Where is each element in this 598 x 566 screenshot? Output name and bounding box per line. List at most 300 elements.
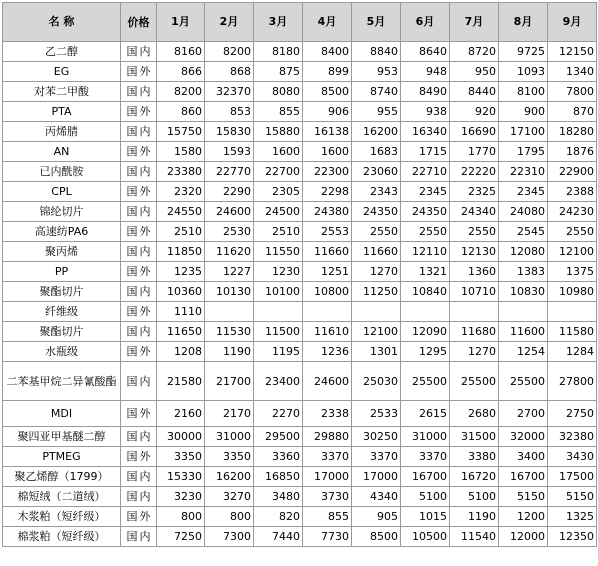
- header-month-5: 5月: [352, 3, 401, 42]
- region-char: 外: [139, 305, 151, 318]
- price-cell-month-9: 2388: [548, 182, 597, 202]
- price-cell-month-5: 11250: [352, 282, 401, 302]
- region-char: 外: [139, 185, 151, 198]
- price-cell-month-1: 24550: [157, 202, 205, 222]
- price-cell-month-4: [303, 302, 352, 322]
- region-cell: [121, 82, 157, 102]
- region-char: 内: [139, 490, 151, 503]
- price-cell-month-4: 1251: [303, 262, 352, 282]
- table-row: [3, 242, 597, 262]
- price-cell-month-5: 12100: [352, 322, 401, 342]
- table-row: [3, 102, 597, 122]
- price-cell-month-9: 7800: [548, 82, 597, 102]
- price-cell-month-2: 868: [205, 62, 254, 82]
- price-cell-month-8: 900: [499, 102, 548, 122]
- price-cell-month-8: 22310: [499, 162, 548, 182]
- product-name: 二苯基甲烷二异氰酸酯: [3, 362, 121, 401]
- table-row: [3, 322, 597, 342]
- price-cell-month-4: 906: [303, 102, 352, 122]
- price-cell-month-9: 12150: [548, 42, 597, 62]
- region-cell: [121, 401, 157, 427]
- price-cell-month-6: 10500: [401, 527, 450, 547]
- price-cell-month-1: 15330: [157, 467, 205, 487]
- region-char: 国: [126, 407, 138, 420]
- price-cell-month-5: 24350: [352, 202, 401, 222]
- price-cell-month-6: 1295: [401, 342, 450, 362]
- price-cell-month-1: 8160: [157, 42, 205, 62]
- region-char: 内: [139, 165, 151, 178]
- header-month-6: 6月: [401, 3, 450, 42]
- product-name: AN: [3, 142, 121, 162]
- region-cell: [121, 222, 157, 242]
- table-row: [3, 122, 597, 142]
- price-cell-month-5: 11660: [352, 242, 401, 262]
- price-cell-month-3: 855: [254, 102, 303, 122]
- product-name: 聚酯切片: [3, 322, 121, 342]
- region-cell: [121, 42, 157, 62]
- price-cell-month-4: 24600: [303, 362, 352, 401]
- price-cell-month-6: 12090: [401, 322, 450, 342]
- price-cell-month-8: 1254: [499, 342, 548, 362]
- price-cell-month-4: 1600: [303, 142, 352, 162]
- price-cell-month-9: 1325: [548, 507, 597, 527]
- price-cell-month-8: 3400: [499, 447, 548, 467]
- region-char: 国: [126, 490, 138, 503]
- price-cell-month-2: 7300: [205, 527, 254, 547]
- price-cell-month-3: 7440: [254, 527, 303, 547]
- price-cell-month-8: 1200: [499, 507, 548, 527]
- price-cell-month-7: 1270: [450, 342, 499, 362]
- price-cell-month-6: 2615: [401, 401, 450, 427]
- price-cell-month-1: 2510: [157, 222, 205, 242]
- price-cell-month-8: 5150: [499, 487, 548, 507]
- region-char: 国: [126, 145, 138, 158]
- price-cell-month-8: 25500: [499, 362, 548, 401]
- region-char: 内: [139, 430, 151, 443]
- price-cell-month-9: 27800: [548, 362, 597, 401]
- table-row: [3, 82, 597, 102]
- price-cell-month-1: 10360: [157, 282, 205, 302]
- price-cell-month-4: 8500: [303, 82, 352, 102]
- header-month-1: 1月: [157, 3, 205, 42]
- region-char: 内: [139, 470, 151, 483]
- price-cell-month-8: 2545: [499, 222, 548, 242]
- price-cell-month-1: 1110: [157, 302, 205, 322]
- price-cell-month-4: 899: [303, 62, 352, 82]
- price-cell-month-8: 32000: [499, 427, 548, 447]
- price-cell-month-6: [401, 302, 450, 322]
- region-cell: [121, 427, 157, 447]
- price-cell-month-5: 955: [352, 102, 401, 122]
- product-name: PTA: [3, 102, 121, 122]
- price-cell-month-2: 3270: [205, 487, 254, 507]
- price-cell-month-7: 11680: [450, 322, 499, 342]
- price-cell-month-4: 1236: [303, 342, 352, 362]
- price-cell-month-8: 12000: [499, 527, 548, 547]
- price-cell-month-3: 1230: [254, 262, 303, 282]
- price-cell-month-5: 23060: [352, 162, 401, 182]
- price-cell-month-1: 15750: [157, 122, 205, 142]
- price-cell-month-4: 2298: [303, 182, 352, 202]
- table-row: [3, 42, 597, 62]
- price-cell-month-2: [205, 302, 254, 322]
- table-row: [3, 362, 597, 401]
- price-cell-month-6: 2550: [401, 222, 450, 242]
- price-cell-month-3: 875: [254, 62, 303, 82]
- price-cell-month-3: 1600: [254, 142, 303, 162]
- price-cell-month-4: 17000: [303, 467, 352, 487]
- price-cell-month-2: 1227: [205, 262, 254, 282]
- region-char: 国: [126, 374, 138, 388]
- product-name: 木浆粕（短纤级）: [3, 507, 121, 527]
- price-cell-month-6: 1715: [401, 142, 450, 162]
- price-cell-month-6: 16700: [401, 467, 450, 487]
- price-cell-month-6: 8640: [401, 42, 450, 62]
- price-cell-month-6: 10840: [401, 282, 450, 302]
- price-cell-month-6: 24350: [401, 202, 450, 222]
- region-char: 内: [139, 205, 151, 218]
- price-cell-month-1: 11850: [157, 242, 205, 262]
- region-char: 国: [126, 185, 138, 198]
- price-cell-month-7: 2325: [450, 182, 499, 202]
- product-name: 聚丙烯: [3, 242, 121, 262]
- product-name: 聚四亚甲基醚二醇: [3, 427, 121, 447]
- region-char: 外: [139, 407, 151, 420]
- price-cell-month-2: 22770: [205, 162, 254, 182]
- region-cell: [121, 487, 157, 507]
- price-cell-month-5: 953: [352, 62, 401, 82]
- price-cell-month-3: 2270: [254, 401, 303, 427]
- region-char: 国: [126, 225, 138, 238]
- header-row: [3, 3, 597, 42]
- region-char: 内: [139, 530, 151, 543]
- region-char: 国: [126, 245, 138, 258]
- product-name: EG: [3, 62, 121, 82]
- region-cell: [121, 302, 157, 322]
- price-cell-month-9: 32380: [548, 427, 597, 447]
- region-cell: [121, 182, 157, 202]
- price-cell-month-4: 10800: [303, 282, 352, 302]
- price-cell-month-9: 22900: [548, 162, 597, 182]
- price-cell-month-4: 7730: [303, 527, 352, 547]
- product-name: 棉浆粕（短纤级）: [3, 527, 121, 547]
- price-cell-month-7: 8720: [450, 42, 499, 62]
- price-cell-month-8: 2345: [499, 182, 548, 202]
- region-char: 外: [139, 450, 151, 463]
- price-cell-month-1: 3350: [157, 447, 205, 467]
- price-cell-month-3: [254, 302, 303, 322]
- price-cell-month-7: 5100: [450, 487, 499, 507]
- product-name: 已内酰胺: [3, 162, 121, 182]
- price-cell-month-5: 8840: [352, 42, 401, 62]
- price-table-container: [2, 2, 597, 547]
- price-cell-month-6: 12110: [401, 242, 450, 262]
- region-char: 外: [139, 105, 151, 118]
- region-char: 内: [139, 125, 151, 138]
- product-name: PTMEG: [3, 447, 121, 467]
- region-char: 国: [126, 85, 138, 98]
- price-cell-month-2: 24600: [205, 202, 254, 222]
- price-cell-month-7: 1190: [450, 507, 499, 527]
- price-cell-month-5: 2343: [352, 182, 401, 202]
- price-cell-month-4: 22300: [303, 162, 352, 182]
- region-char: 国: [126, 345, 138, 358]
- region-char: 外: [139, 510, 151, 523]
- price-cell-month-3: 820: [254, 507, 303, 527]
- price-cell-month-5: 8500: [352, 527, 401, 547]
- region-cell: [121, 282, 157, 302]
- price-cell-month-7: 16720: [450, 467, 499, 487]
- price-cell-month-1: 30000: [157, 427, 205, 447]
- region-cell: [121, 62, 157, 82]
- price-cell-month-1: 1235: [157, 262, 205, 282]
- price-cell-month-6: 948: [401, 62, 450, 82]
- price-cell-month-9: 11580: [548, 322, 597, 342]
- price-cell-month-6: 16340: [401, 122, 450, 142]
- price-cell-month-2: 10130: [205, 282, 254, 302]
- price-cell-month-7: [450, 302, 499, 322]
- price-cell-month-9: 5150: [548, 487, 597, 507]
- price-cell-month-5: 2533: [352, 401, 401, 427]
- price-cell-month-8: 1795: [499, 142, 548, 162]
- price-cell-month-2: 15830: [205, 122, 254, 142]
- price-cell-month-4: 855: [303, 507, 352, 527]
- price-cell-month-4: 29880: [303, 427, 352, 447]
- price-table: [2, 2, 597, 547]
- price-cell-month-5: 3370: [352, 447, 401, 467]
- price-cell-month-2: 1190: [205, 342, 254, 362]
- product-name: CPL: [3, 182, 121, 202]
- price-cell-month-9: 1284: [548, 342, 597, 362]
- region-cell: [121, 142, 157, 162]
- price-cell-month-9: 1876: [548, 142, 597, 162]
- price-cell-month-2: 31000: [205, 427, 254, 447]
- price-cell-month-8: 9725: [499, 42, 548, 62]
- price-cell-month-1: 3230: [157, 487, 205, 507]
- region-char: 国: [126, 285, 138, 298]
- price-cell-month-3: 15880: [254, 122, 303, 142]
- price-cell-month-8: 1383: [499, 262, 548, 282]
- table-header: [3, 3, 597, 42]
- price-cell-month-3: 11500: [254, 322, 303, 342]
- price-cell-month-1: 2160: [157, 401, 205, 427]
- header-month-9: 9月: [548, 3, 597, 42]
- price-cell-month-5: 30250: [352, 427, 401, 447]
- price-cell-month-5: 905: [352, 507, 401, 527]
- region-cell: [121, 467, 157, 487]
- region-char: 国: [126, 205, 138, 218]
- region-cell: [121, 342, 157, 362]
- region-cell: [121, 507, 157, 527]
- price-cell-month-3: 10100: [254, 282, 303, 302]
- product-name: PP: [3, 262, 121, 282]
- price-cell-month-4: 8400: [303, 42, 352, 62]
- price-cell-month-3: 2305: [254, 182, 303, 202]
- region-cell: [121, 362, 157, 401]
- price-cell-month-3: 1195: [254, 342, 303, 362]
- table-row: [3, 282, 597, 302]
- product-name: 纤维级: [3, 302, 121, 322]
- price-cell-month-1: 800: [157, 507, 205, 527]
- header-month-3: 3月: [254, 3, 303, 42]
- table-row: [3, 401, 597, 427]
- price-cell-month-3: 22700: [254, 162, 303, 182]
- price-cell-month-6: 1015: [401, 507, 450, 527]
- product-name: 高速纺PA6: [3, 222, 121, 242]
- price-cell-month-8: 10830: [499, 282, 548, 302]
- region-char: 国: [126, 530, 138, 543]
- price-cell-month-2: 8200: [205, 42, 254, 62]
- region-char: 国: [126, 450, 138, 463]
- price-cell-month-1: 8200: [157, 82, 205, 102]
- region-char: 国: [126, 325, 138, 338]
- price-cell-month-8: [499, 302, 548, 322]
- price-cell-month-1: 21580: [157, 362, 205, 401]
- region-char: 内: [139, 285, 151, 298]
- price-cell-month-5: 8740: [352, 82, 401, 102]
- price-cell-month-2: 2530: [205, 222, 254, 242]
- header-month-8: 8月: [499, 3, 548, 42]
- region-char: 外: [139, 65, 151, 78]
- header-price: 价格: [121, 3, 157, 42]
- price-cell-month-9: 18280: [548, 122, 597, 142]
- region-char: 国: [126, 510, 138, 523]
- price-cell-month-3: 3360: [254, 447, 303, 467]
- price-cell-month-1: 860: [157, 102, 205, 122]
- price-cell-month-7: 2550: [450, 222, 499, 242]
- table-row: [3, 527, 597, 547]
- price-cell-month-3: 8080: [254, 82, 303, 102]
- region-char: 内: [139, 374, 151, 388]
- table-row: [3, 262, 597, 282]
- table-row: [3, 427, 597, 447]
- price-cell-month-9: 24230: [548, 202, 597, 222]
- region-char: 国: [126, 265, 138, 278]
- price-cell-month-7: 22220: [450, 162, 499, 182]
- price-cell-month-1: 866: [157, 62, 205, 82]
- price-cell-month-7: 1360: [450, 262, 499, 282]
- table-row: [3, 507, 597, 527]
- price-cell-month-9: 12100: [548, 242, 597, 262]
- price-cell-month-2: 2290: [205, 182, 254, 202]
- product-name: 对苯二甲酸: [3, 82, 121, 102]
- price-cell-month-9: 17500: [548, 467, 597, 487]
- price-cell-month-6: 22710: [401, 162, 450, 182]
- price-cell-month-4: 11660: [303, 242, 352, 262]
- table-row: [3, 222, 597, 242]
- price-cell-month-5: 17000: [352, 467, 401, 487]
- region-char: 内: [139, 245, 151, 258]
- price-cell-month-7: 16690: [450, 122, 499, 142]
- region-char: 国: [126, 105, 138, 118]
- price-cell-month-4: 2338: [303, 401, 352, 427]
- price-cell-month-8: 11600: [499, 322, 548, 342]
- price-cell-month-9: 10980: [548, 282, 597, 302]
- price-cell-month-5: 2550: [352, 222, 401, 242]
- price-cell-month-8: 12080: [499, 242, 548, 262]
- price-cell-month-7: 31500: [450, 427, 499, 447]
- price-cell-month-7: 12130: [450, 242, 499, 262]
- table-body: [3, 42, 597, 547]
- price-cell-month-9: 2550: [548, 222, 597, 242]
- price-cell-month-5: 1683: [352, 142, 401, 162]
- price-cell-month-4: 16138: [303, 122, 352, 142]
- product-name: 聚酯切片: [3, 282, 121, 302]
- header-month-2: 2月: [205, 3, 254, 42]
- region-char: 内: [139, 85, 151, 98]
- region-cell: [121, 447, 157, 467]
- price-cell-month-9: 1375: [548, 262, 597, 282]
- price-cell-month-9: 12350: [548, 527, 597, 547]
- price-cell-month-4: 11610: [303, 322, 352, 342]
- region-char: 国: [126, 470, 138, 483]
- header-name: 名 称: [3, 3, 121, 42]
- region-char: 内: [139, 325, 151, 338]
- region-char: 国: [126, 430, 138, 443]
- region-char: 内: [139, 45, 151, 58]
- price-cell-month-2: 1593: [205, 142, 254, 162]
- product-name: 聚乙烯醇（1799）: [3, 467, 121, 487]
- price-cell-month-2: 800: [205, 507, 254, 527]
- product-name: 锦纶切片: [3, 202, 121, 222]
- price-cell-month-4: 3370: [303, 447, 352, 467]
- price-cell-month-7: 8440: [450, 82, 499, 102]
- price-cell-month-2: 11530: [205, 322, 254, 342]
- table-row: [3, 142, 597, 162]
- region-cell: [121, 527, 157, 547]
- table-row: [3, 62, 597, 82]
- price-cell-month-5: 1270: [352, 262, 401, 282]
- price-cell-month-6: 3370: [401, 447, 450, 467]
- price-cell-month-1: 2320: [157, 182, 205, 202]
- price-cell-month-7: 24340: [450, 202, 499, 222]
- price-cell-month-8: 24080: [499, 202, 548, 222]
- region-char: 外: [139, 265, 151, 278]
- product-name: 乙二醇: [3, 42, 121, 62]
- region-char: 国: [126, 125, 138, 138]
- price-cell-month-9: [548, 302, 597, 322]
- product-name: 棉短绒（二道绒）: [3, 487, 121, 507]
- price-cell-month-1: 7250: [157, 527, 205, 547]
- price-cell-month-5: 1301: [352, 342, 401, 362]
- product-name: 丙烯腈: [3, 122, 121, 142]
- table-row: [3, 182, 597, 202]
- price-cell-month-3: 11550: [254, 242, 303, 262]
- price-cell-month-5: [352, 302, 401, 322]
- price-cell-month-5: 16200: [352, 122, 401, 142]
- price-cell-month-7: 25500: [450, 362, 499, 401]
- region-cell: [121, 262, 157, 282]
- price-cell-month-8: 1093: [499, 62, 548, 82]
- price-cell-month-2: 21700: [205, 362, 254, 401]
- price-cell-month-3: 8180: [254, 42, 303, 62]
- price-cell-month-2: 2170: [205, 401, 254, 427]
- header-month-4: 4月: [303, 3, 352, 42]
- product-name: MDI: [3, 401, 121, 427]
- header-month-7: 7月: [450, 3, 499, 42]
- price-cell-month-4: 2553: [303, 222, 352, 242]
- price-cell-month-3: 24500: [254, 202, 303, 222]
- region-char: 国: [126, 165, 138, 178]
- price-cell-month-8: 17100: [499, 122, 548, 142]
- price-cell-month-6: 31000: [401, 427, 450, 447]
- price-cell-month-5: 4340: [352, 487, 401, 507]
- price-cell-month-8: 2700: [499, 401, 548, 427]
- region-cell: [121, 102, 157, 122]
- price-cell-month-9: 870: [548, 102, 597, 122]
- price-cell-month-8: 8100: [499, 82, 548, 102]
- region-char: 国: [126, 45, 138, 58]
